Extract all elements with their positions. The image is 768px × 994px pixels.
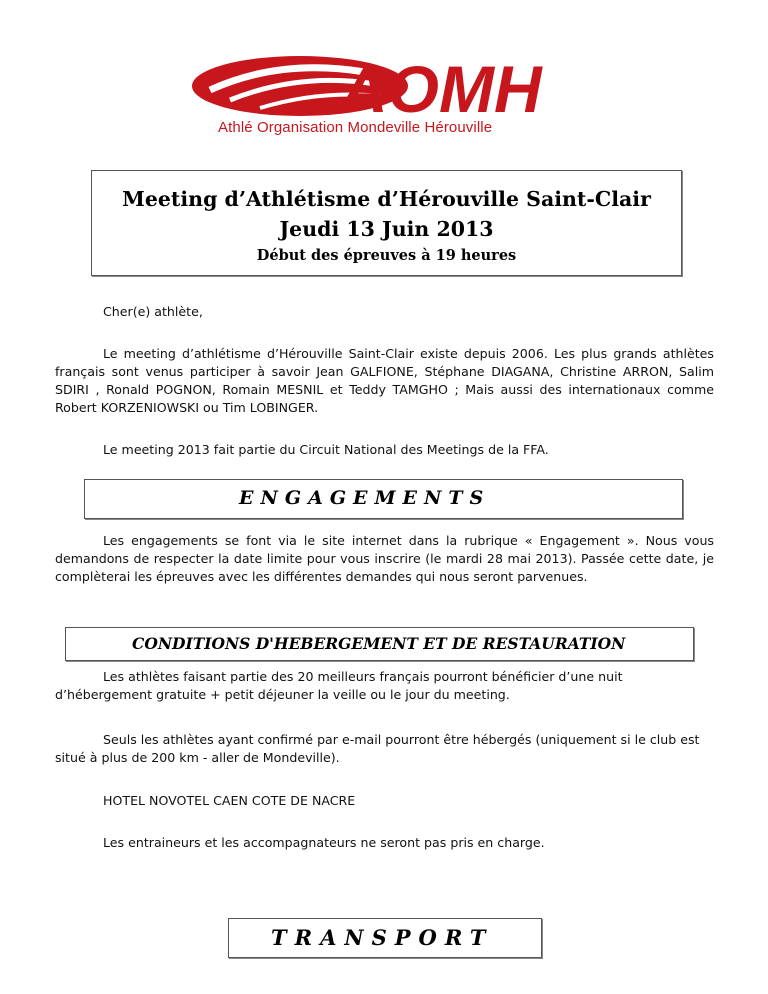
aomh-logo-graphic <box>190 50 560 122</box>
hotel-name: HOTEL NOVOTEL CAEN COTE DE NACRE <box>103 793 356 808</box>
engagements-heading: ENGAGEMENTS <box>239 487 491 509</box>
circuit-paragraph: Le meeting 2013 fait partie du Circuit National des Meetings de la FFA. <box>103 442 549 457</box>
hebergement-paragraph1: Les athlètes faisant partie des 20 meilleurs français pourront bénéficier d’une nuit d’hébergement gratuite + petit déjeuner la veille ou le jour du meeting. <box>55 669 623 702</box>
engagements-paragraph: Les engagements se font via le site internet dans la rubrique « Engagement ». Nous vous demandons de respecter la date limite pour vous inscrire (le mardi 28 mai 2013). Passée cette date, je complèterai les épreuves avec les différentes demandes qui nous seront parvenues. <box>55 533 714 584</box>
hebergement-paragraph3: Les entraineurs et les accompagnateurs ne seront pas pris en charge. <box>103 835 545 850</box>
logo-letters: AOMH <box>340 52 542 122</box>
engagements-box <box>84 479 683 519</box>
hebergement-heading: CONDITIONS D'HEBERGEMENT ET DE RESTAURATION <box>132 634 626 653</box>
aomh-logo <box>190 50 560 146</box>
logo-subtitle: Athlé Organisation Mondeville Hérouville <box>218 119 493 136</box>
intro-paragraph: Le meeting d’athlétisme d’Hérouville Saint-Clair existe depuis 2006. Les plus grands athlètes français sont venus participer à savoir Jean GALFIONE, Stéphane DIAGANA, Christine ARRON, Salim SDIRI , Ronald POGNON, Romain MESNIL et Teddy TAMGHO ; Mais aussi des internationaux comme Robert KORZENIOWSKI ou Tim LOBINGER. <box>55 346 714 415</box>
transport-heading: TRANSPORT <box>271 925 494 950</box>
hebergement-box <box>65 627 694 661</box>
event-title: Meeting d’Athlétisme d’Hérouville Saint-Clair <box>122 187 651 211</box>
event-date: Jeudi 13 Juin 2013 <box>279 217 494 241</box>
greeting: Cher(e) athlète, <box>103 304 203 319</box>
event-start-time: Début des épreuves à 19 heures <box>256 247 517 264</box>
hebergement-paragraph2: Seuls les athlètes ayant confirmé par e-mail pourront être hébergés (uniquement si le club est situé à plus de 200 km - aller de Mondeville). <box>55 732 700 765</box>
transport-box <box>228 918 542 958</box>
title-box <box>91 170 682 276</box>
